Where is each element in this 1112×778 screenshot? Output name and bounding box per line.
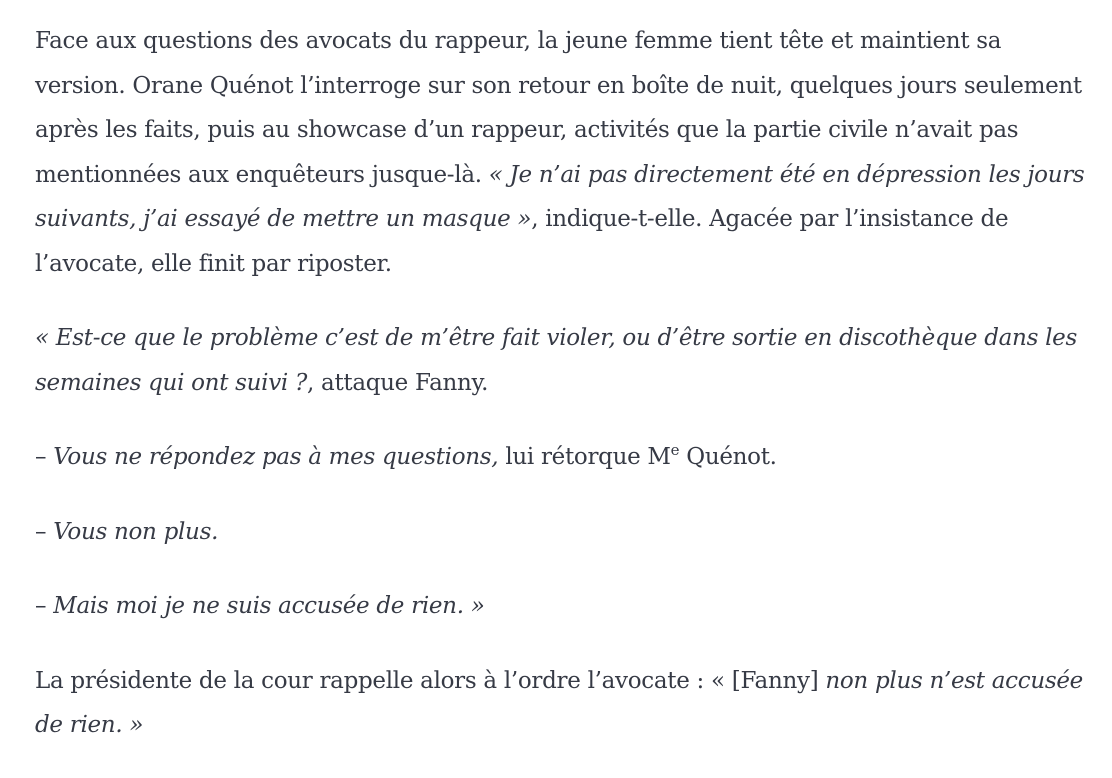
paragraph-3-tail-b: Quénot. (679, 444, 777, 470)
paragraph-1-text: Face aux questions des avocats du rappeur, la jeune femme tient tête et maintient sa version. Orane Quénot l’interroge sur son retour en boîte de nuit, quelques jours seulement après les faits, puis au showcase d’un rappeur, activités que la partie civile n’avait pas mentionnées aux enquêteurs jusque-là. (35, 28, 1082, 188)
paragraph-2 (35, 316, 1095, 405)
paragraph-6 (35, 659, 1095, 748)
paragraph-5 (35, 584, 1095, 629)
paragraph-2-tail: , attaque Fanny. (307, 369, 489, 396)
paragraph-3-dash: – (35, 444, 54, 470)
article-body (35, 19, 1095, 778)
paragraph-4-dash: – (35, 518, 54, 545)
paragraph-6-quote: non plus n’est accusée de rien. » (35, 667, 1083, 738)
paragraph-2-quote: « Est-ce que le problème c’est de m’être fait violer, ou d’être sortie en discothèque dans les semaines qui ont suivi ? (35, 325, 1077, 396)
paragraph-3-superscript: e (670, 441, 680, 459)
paragraph-6-text: La présidente de la cour rappelle alors à l’ordre l’avocate : « [Fanny] (35, 667, 826, 694)
paragraph-1 (35, 19, 1095, 286)
paragraph-5-quote: Mais moi je ne suis accusée de rien. » (53, 593, 485, 619)
paragraph-4 (35, 510, 1095, 555)
paragraph-3-quote: Vous ne répondez pas à mes questions, (53, 444, 499, 470)
paragraph-5-dash: – (35, 593, 54, 619)
paragraph-4-quote: Vous non plus. (53, 518, 219, 545)
paragraph-1-tail: , indique-t-elle. Agacée par l’insistance de l’avocate, elle finit par riposter. (35, 206, 1009, 277)
paragraph-3-tail-a: lui rétorque M (498, 444, 671, 470)
paragraph-3 (35, 435, 1095, 480)
paragraph-1-quote: « Je n’ai pas directement été en dépression les jours suivants, j’ai essayé de mettre un masque » (35, 161, 1085, 232)
